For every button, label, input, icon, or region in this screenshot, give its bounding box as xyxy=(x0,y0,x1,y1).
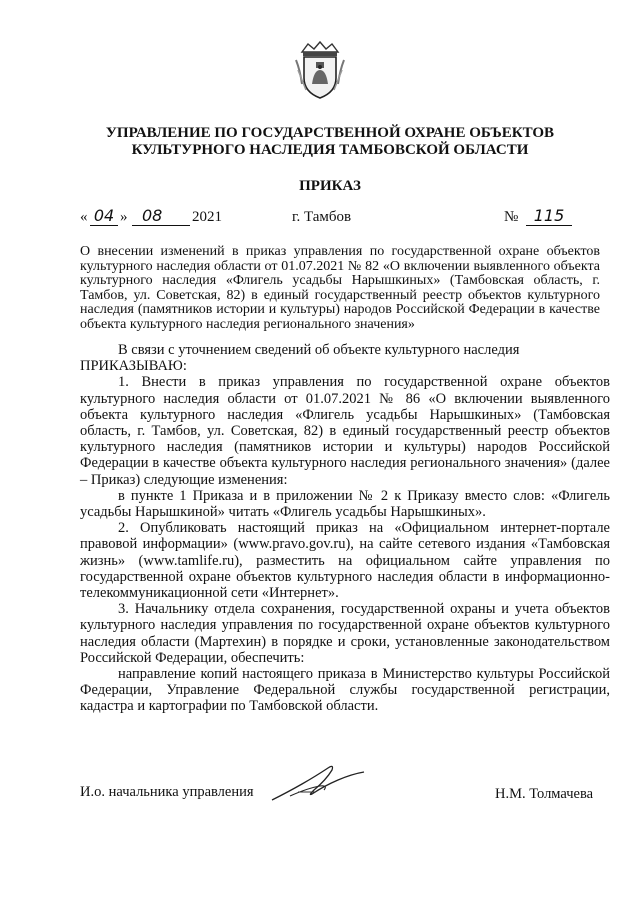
document-number: 115 xyxy=(526,206,572,226)
preamble-text: В связи с уточнением сведений об объекте культурного наследия xyxy=(118,342,520,358)
tambov-coat-of-arms-icon xyxy=(294,40,346,100)
order-item-1: 1. Внести в приказ управления по государственной охране объектов культурного наследия области от 01.07.2021 № 86 «О включении выявленного объекта культурного наследия «Флигель усадьбы Нарышкиных» (Тамбовская область, г. Тамбов, ул. Советская, 82) в единый государственный реестр объектов культурного наследия (памятников истории и культуры) народов Российской Федерации в качестве объекта культурного наследия регионального значения» (далее – Приказ) следующие изменения: xyxy=(80,374,610,488)
order-word: ПРИКАЗЫВАЮ: xyxy=(80,358,187,375)
org-line-2: КУЛЬТУРНОГО НАСЛЕДИЯ ТАМБОВСКОЙ ОБЛАСТИ xyxy=(131,142,529,158)
organization-name xyxy=(60,125,600,159)
order-item-1-change: в пункте 1 Приказа и в приложении № 2 к Приказу вместо слов: «Флигель усадьбы Нарышкиной» читать «Флигель усадьбы Нарышкиных». xyxy=(80,487,610,521)
handwritten-signature-icon xyxy=(268,762,368,804)
signatory-name: Н.М. Толмачева xyxy=(495,786,594,802)
order-item-2: 2. Опубликовать настоящий приказ на «Официальном интернет-портале правовой информации» (www.pravo.gov.ru), на сайте сетевого издания «Тамбовская жизнь» (www.tamlife.ru), разместить на официальном сайте управления по государственной охране объектов культурного наследия области в информационно-телекоммуникационной сети «Интернет». xyxy=(80,520,610,602)
document-city: г. Тамбов xyxy=(292,209,352,225)
org-line-1: УПРАВЛЕНИЕ ПО ГОСУДАРСТВЕННОЙ ОХРАНЕ ОБЪЕКТОВ xyxy=(105,125,555,141)
document-body xyxy=(80,342,610,715)
document-type: ПРИКАЗ xyxy=(299,178,361,194)
order-item-3-action: направление копий настоящего приказа в Министерство культуры Российской Федерации, Управление Федеральной службы государственной регистрации, кадастра и картографии по Тамбовской области. xyxy=(80,666,610,715)
date-close-quote: » xyxy=(120,209,128,225)
number-sign: № xyxy=(504,209,519,225)
date-number-line xyxy=(80,208,600,230)
date-month: 08 xyxy=(132,206,190,226)
date-open-quote: « xyxy=(80,209,88,225)
date-year: 2021 xyxy=(192,209,222,225)
date-day: 04 xyxy=(90,206,118,226)
signatory-title: И.о. начальника управления xyxy=(80,784,254,800)
order-item-3: 3. Начальнику отдела сохранения, государственной охраны и учета объектов культурного наследия управления по государственной охране объектов культурного наследия области (Мартехин) в порядке и сроки, установленные законодательством Российской Федерации, обеспечить: xyxy=(80,601,610,666)
document-subject: О внесении изменений в приказ управления по государственной охране объектов культурного наследия области от 01.07.2021 № 82 «О включении выявленного объекта культурного наследия «Флигель усадьбы Нарышкиных» (Тамбовская область, г. Тамбов, ул. Советская, 82) в единый государственный реестр объектов культурного наследия (памятников истории и культуры) народов Российской Федерации в качестве объекта культурного наследия регионального значения» xyxy=(80,244,600,332)
